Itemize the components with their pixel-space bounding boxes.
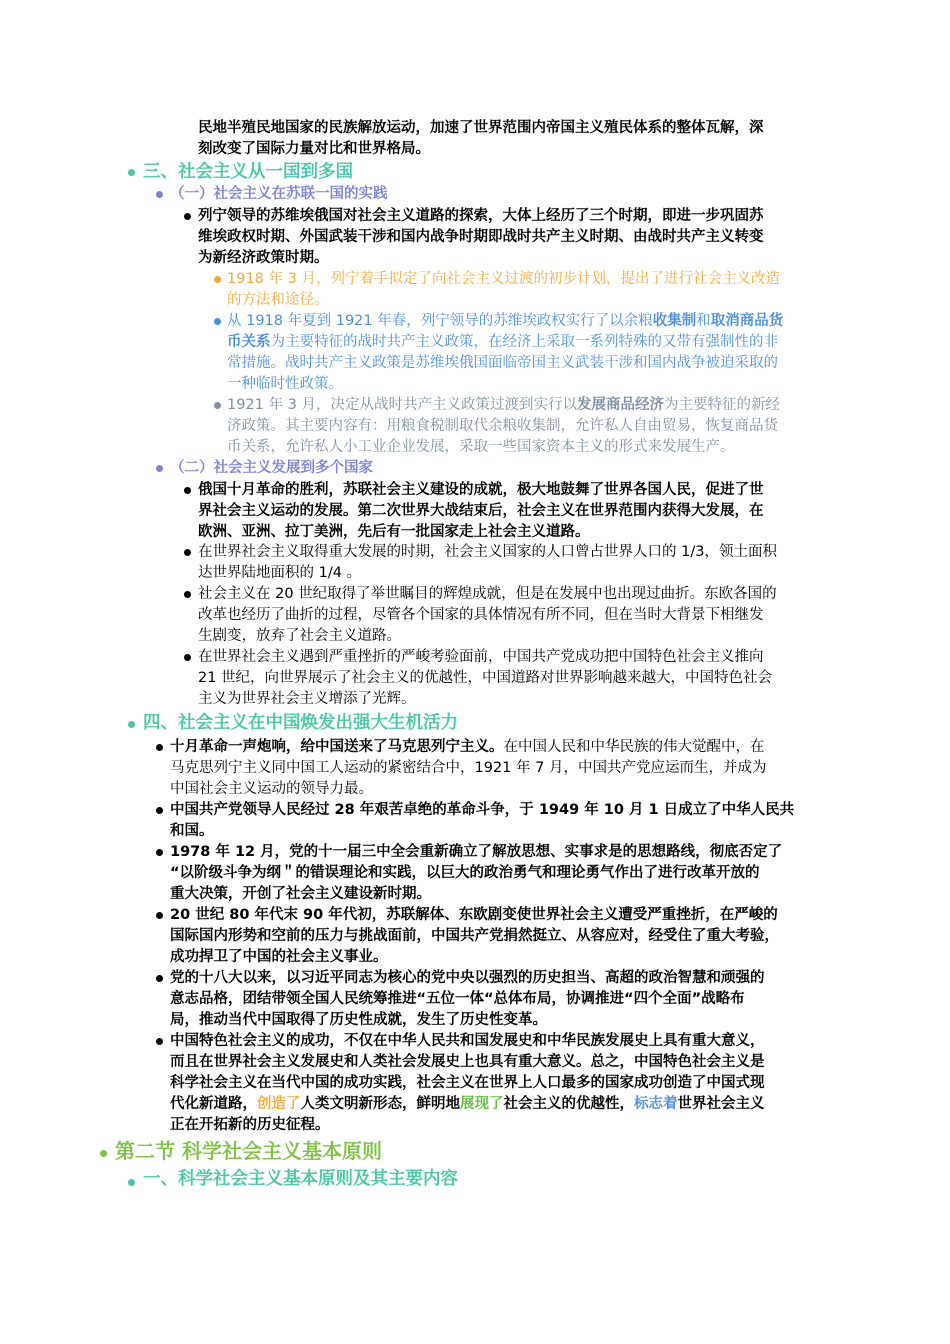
- paragraph-line: 在世界社会主义遇到严重挫折的严峻考验面前，中国共产党成功把中国特色社会主义推向: [198, 649, 764, 665]
- paragraph-line: 中国共产党领导人民经过 28 年艰苦卓绝的革命斗争，于 1949 年 10 月 1 日成立了中华人民共: [170, 802, 795, 818]
- bullet-dot: [156, 1038, 163, 1045]
- paragraph-line: 中国特色社会主义的成功，不仅在中华人民共和国发展史和中华民族发展史上具有重大意义，: [170, 1033, 765, 1049]
- section-4-heading: 四、社会主义在中国焕发出强大生机活力: [143, 713, 458, 733]
- bullet-dot: [184, 591, 191, 598]
- paragraph-line: 主义为世界社会主义增添了光辉。: [198, 691, 416, 707]
- paragraph-line: 为新经济政策时期。: [198, 250, 329, 266]
- paragraph-line: 1921 年 3 月，决定从战时共产主义政策过渡到实行以发展商品经济为主要特征的新经: [227, 397, 780, 413]
- emphasis-text: 收集制: [652, 313, 697, 329]
- paragraph-line: 社会主义在 20 世纪取得了举世瞩目的辉煌成就，但是在发展中也出现过曲折。东欧各国的: [198, 586, 777, 602]
- section-heading: 一、科学社会主义基本原则及其主要内容: [143, 1169, 458, 1189]
- bullet-dot: [184, 213, 191, 220]
- paragraph-line: 科学社会主义在当代中国的成功实践，社会主义在世界上人口最多的国家成功创造了中国式现: [170, 1075, 765, 1091]
- subsection-3-1-heading: （一）社会主义在苏联一国的实践: [170, 186, 388, 202]
- bullet-dot: [156, 744, 163, 751]
- paragraph-line: 而且在世界社会主义发展史和人类社会发展史上也具有重大意义。总之，中国特色社会主义是: [170, 1054, 765, 1070]
- highlight-text: 标志着: [634, 1096, 678, 1112]
- paragraph-line: 十月革命一声炮响，给中国送来了马克思列宁主义。在中国人民和中华民族的伟大觉醒中，在: [170, 739, 765, 755]
- paragraph-line: 重大决策，开创了社会主义建设新时期。: [170, 886, 431, 902]
- bullet-dot: [100, 1150, 107, 1157]
- highlight-text: 展现了: [460, 1096, 504, 1112]
- paragraph-line: 党的十八大以来，以习近平同志为核心的党中央以强烈的历史担当、高超的政治智慧和顽强的: [170, 970, 765, 986]
- paragraph-line: 从 1918 年夏到 1921 年春，列宁领导的苏维埃政权实行了以余粮收集制和取消商品货: [227, 313, 784, 329]
- paragraph-line: 国际国内形势和空前的压力与挑战面前，中国共产党捐然挺立、从容应对，经受住了重大考验，: [170, 928, 779, 944]
- bullet-dot: [156, 849, 163, 856]
- bullet-dot: [156, 975, 163, 982]
- highlight-text: 创造了: [257, 1096, 301, 1112]
- paragraph-line: 俄国十月革命的胜利，苏联社会主义建设的成就，极大地鼓舞了世界各国人民，促进了世: [198, 482, 764, 498]
- paragraph-line: 济政策。其主要内容有：用粮食税制取代余粮收集制，允许私人自由贸易，恢复商品货: [227, 418, 778, 434]
- emphasis-text: 十月革命一声炮响，给中国送来了马克思列宁主义。: [170, 739, 504, 755]
- paragraph-line: “以阶级斗争为纲＂的错误理论和实践，以巨大的政治勇气和理论勇气作出了进行改革开放的: [170, 865, 760, 881]
- paragraph-line: 欧洲、亚洲、拉丁美洲，先后有一批国家走上社会主义道路。: [198, 524, 590, 540]
- paragraph-line: 界社会主义运动的发展。第二次世界大战结束后，社会主义在世界范围内获得大发展，在: [198, 503, 764, 519]
- subsection-3-2-heading: （二）社会主义发展到多个国家: [170, 460, 373, 476]
- paragraph-line: 币关系为主要特征的战时共产主义政策，在经济上采取一系列特殊的又带有强制性的非: [227, 334, 778, 350]
- paragraph-line: 马克思列宁主义同中国工人运动的紧密结合中，1921 年 7 月，中国共产党应运而生，并成为: [170, 760, 767, 776]
- paragraph-line: 1978 年 12 月，党的十一届三中全会重新确立了解放思想、实事求是的思想路线，彻底否定了: [170, 844, 783, 860]
- section-3-heading: 三、社会主义从一国到多国: [143, 162, 353, 182]
- bullet-dot: [156, 912, 163, 919]
- bullet-dot: [128, 169, 135, 176]
- bullet-dot: [184, 487, 191, 494]
- paragraph-line: 维埃政权时期、外国武装干涉和国内战争时期即战时共产主义时期、由战时共产主义转变: [198, 229, 764, 245]
- paragraph-line: 列宁领导的苏维埃俄国对社会主义道路的探索，大体上经历了三个时期，即进一步巩固苏: [198, 208, 764, 224]
- bullet-dot: [214, 318, 221, 325]
- paragraph-line: 1918 年 3 月，列宁着手拟定了向社会主义过渡的初步计划，提出了进行社会主义改造: [227, 271, 780, 287]
- bullet-dot: [156, 807, 163, 814]
- emphasis-text: 发展商品经济: [576, 397, 664, 413]
- intro-line-2: 刻改变了国际力量对比和世界格局。: [198, 141, 430, 157]
- paragraph-line: 20 世纪 80 年代末 90 年代初，苏联解体、东欧剧变使世界社会主义遭受严重挫折，在严峻的: [170, 907, 778, 923]
- paragraph-line: 成功捍卫了中国的社会主义事业。: [170, 949, 388, 965]
- intro-line-1: 民地半殖民地国家的民族解放运动，加速了世界范围内帝国主义殖民体系的整体瓦解，深: [198, 120, 764, 136]
- bullet-dot: [184, 549, 191, 556]
- bullet-dot: [128, 1179, 135, 1186]
- chapter-section-heading: 第二节 科学社会主义基本原则: [115, 1139, 382, 1163]
- bullet-dot: [156, 191, 163, 198]
- paragraph-line: 达世界陆地面积的 1/4 。: [198, 565, 362, 581]
- paragraph-line: 在世界社会主义取得重大发展的时期，社会主义国家的人口曾占世界人口的 1/3，领土面积: [198, 544, 777, 560]
- paragraph-line: 币关系，允许私人小工业企业发展，采取一些国家资本主义的形式来发展生产。: [227, 439, 735, 455]
- bullet-dot: [184, 654, 191, 661]
- paragraph-line: 和国。: [170, 823, 214, 839]
- emphasis-text: 币关系: [227, 334, 271, 350]
- paragraph-line: 代化新道路，创造了人类文明新形态，鲜明地展现了社会主义的优越性，标志着世界社会主义: [170, 1096, 765, 1112]
- paragraph-line: 改革也经历了曲折的过程，尽管各个国家的具体情况有所不同，但在当时大背景下相继发: [198, 607, 764, 623]
- paragraph-line: 生剧变，放弃了社会主义道路。: [198, 628, 401, 644]
- paragraph-line: 的方法和途径。: [227, 292, 329, 308]
- paragraph-line: 一种临时性政策。: [227, 376, 343, 392]
- paragraph-line: 局，推动当代中国取得了历史性成就，发生了历史性变革。: [170, 1012, 547, 1028]
- paragraph-line: 意志品格，团结带领全国人民统筹推进“五位一体“总体布局，协调推进“四个全面”战略布: [170, 991, 745, 1007]
- bullet-dot: [214, 276, 221, 283]
- paragraph-line: 中国社会主义运动的领导力最。: [170, 781, 373, 797]
- paragraph-line: 常措施。战时共产主义政策是苏维埃俄国面临帝国主义武装干涉和国内战争被迫采取的: [227, 355, 778, 371]
- paragraph-line: 21 世纪，向世界展示了社会主义的优越性，中国道路对世界影响越来越大，中国特色社会: [198, 670, 773, 686]
- bullet-dot: [128, 721, 135, 728]
- bullet-dot: [214, 402, 221, 409]
- emphasis-text: 取消商品货: [710, 313, 784, 329]
- bullet-dot: [156, 465, 163, 472]
- paragraph-line: 正在开拓新的历史征程。: [170, 1117, 330, 1133]
